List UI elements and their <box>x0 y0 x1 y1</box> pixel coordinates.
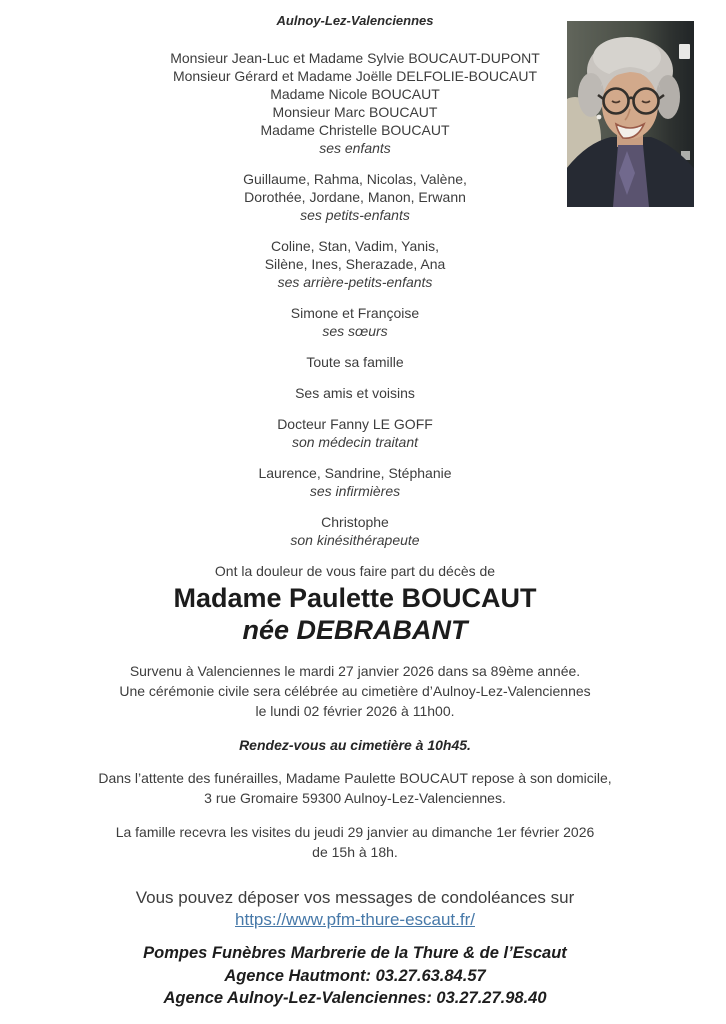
funeral-home-name: Pompes Funèbres Marbrerie de la Thure & de l’Escaut <box>143 944 567 962</box>
family-line: Dorothée, Jordane, Manon, Erwann <box>244 189 466 205</box>
family-line: Simone et Françoise <box>290 305 420 321</box>
family-section-nurses <box>0 464 710 500</box>
announcement-intro: Ont la douleur de vous faire part du décès de <box>214 563 496 579</box>
announcement-block <box>0 562 710 646</box>
condolences-link[interactable]: https://www.pfm-thure-escaut.fr/ <box>235 910 475 929</box>
relation-label: ses enfants <box>319 140 391 156</box>
ceremony-details <box>0 661 710 721</box>
relation-label: ses sœurs <box>322 323 388 339</box>
family-section-sisters <box>0 304 710 340</box>
family-section-friends <box>0 384 710 402</box>
relation-label: son médecin traitant <box>291 434 419 450</box>
family-line: Madame Nicole BOUCAUT <box>270 86 440 102</box>
family-section-doctor <box>0 415 710 451</box>
ceremony-line: Survenu à Valenciennes le mardi 27 janvier 2026 dans sa 89ème année. <box>129 663 581 679</box>
meeting-note: Rendez-vous au cimetière à 10h45. <box>239 737 471 753</box>
family-section-great-grandchildren <box>0 237 710 291</box>
condolences-block <box>0 887 710 931</box>
visits-details <box>0 822 710 862</box>
maiden-name: née DEBRABANT <box>242 615 468 645</box>
family-line: Docteur Fanny LE GOFF <box>277 416 433 432</box>
family-line: Christophe <box>321 514 389 530</box>
family-section-physiotherapist <box>0 513 710 549</box>
repose-line: 3 rue Gromaire 59300 Aulnoy-Lez-Valenciennes. <box>204 790 506 806</box>
relation-label: ses infirmières <box>309 483 401 499</box>
family-line: Monsieur Gérard et Madame Joëlle DELFOLIE-BOUCAUT <box>172 68 538 84</box>
family-line: Silène, Ines, Sherazade, Ana <box>264 256 446 272</box>
family-line: Monsieur Marc BOUCAUT <box>272 104 438 120</box>
relation-label: ses arrière-petits-enfants <box>277 274 433 290</box>
family-line: Coline, Stan, Vadim, Yanis, <box>270 238 440 254</box>
visits-line: de 15h à 18h. <box>312 844 398 860</box>
family-line: Ses amis et voisins <box>295 385 415 401</box>
repose-line: Dans l’attente des funérailles, Madame Paulette BOUCAUT repose à son domicile, <box>98 770 612 786</box>
family-line: Guillaume, Rahma, Nicolas, Valène, <box>243 171 467 187</box>
condolences-text: Vous pouvez déposer vos messages de condoléances sur <box>135 888 575 907</box>
family-line: Monsieur Jean-Luc et Madame Sylvie BOUCAUT-DUPONT <box>170 50 540 66</box>
family-line: Laurence, Sandrine, Stéphanie <box>258 465 452 481</box>
ceremony-line: le lundi 02 février 2026 à 11h00. <box>255 703 455 719</box>
repose-details <box>0 768 710 808</box>
funeral-home-footer <box>0 942 710 1010</box>
visits-line: La famille recevra les visites du jeudi 29 janvier au dimanche 1er février 2026 <box>115 824 595 840</box>
family-line: Madame Christelle BOUCAUT <box>260 122 450 138</box>
family-section-whole-family <box>0 353 710 371</box>
portrait-photo <box>567 21 694 207</box>
agency-hautmont-phone: Agence Hautmont: 03.27.63.84.57 <box>224 966 486 985</box>
ceremony-line: Une cérémonie civile sera célébrée au cimetière d’Aulnoy-Lez-Valenciennes <box>119 683 591 699</box>
family-line: Toute sa famille <box>306 354 404 370</box>
deceased-name: Madame Paulette BOUCAUT <box>173 583 537 613</box>
city-header: Aulnoy-Lez-Valenciennes <box>276 13 434 28</box>
relation-label: son kinésithérapeute <box>290 532 420 548</box>
relation-label: ses petits-enfants <box>300 207 410 223</box>
agency-aulnoy-phone: Agence Aulnoy-Lez-Valenciennes: 03.27.27.98.40 <box>163 989 547 1007</box>
